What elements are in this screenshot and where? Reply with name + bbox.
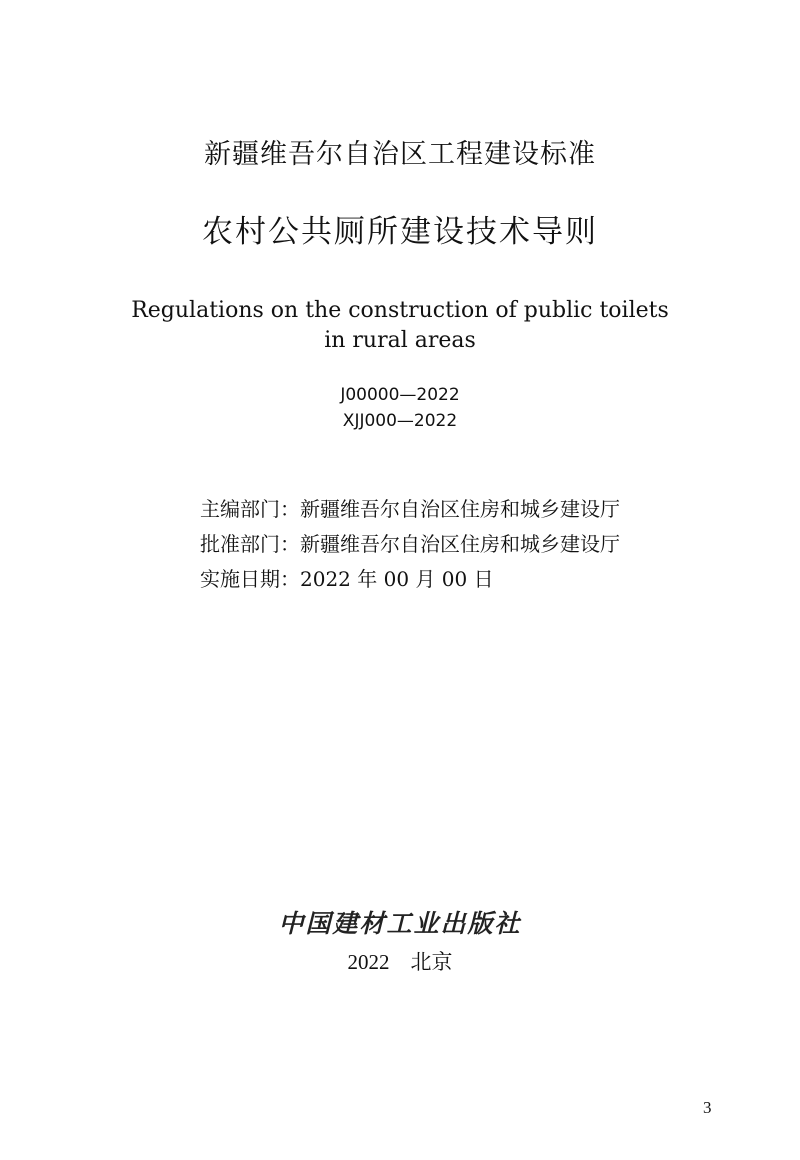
document-title-cn: 农村公共厕所建设技术导则 (202, 214, 598, 250)
title-en-line-1: Regulations on the construction of public toilets (131, 298, 669, 323)
meta-label: 实施日期： (200, 567, 300, 591)
meta-label: 批准部门： (200, 532, 300, 556)
standard-series-title: 新疆维吾尔自治区工程建设标准 (204, 139, 596, 170)
page-number: 3 (703, 1098, 712, 1117)
meta-value: 2022 年 00 月 00 日 (300, 567, 494, 591)
local-code: XJJ000—2022 (342, 411, 458, 431)
meta-value: 新疆维吾尔自治区住房和城乡建设厅 (300, 532, 620, 556)
approving-dept (200, 528, 620, 557)
meta-value: 新疆维吾尔自治区住房和城乡建设厅 (300, 497, 620, 521)
title-en-line-2: in rural areas (324, 328, 476, 353)
document-title-en (0, 296, 800, 356)
effective-date (200, 563, 494, 592)
chief-editor-dept (200, 493, 620, 522)
publish-year-place: 2022 北京 (347, 950, 453, 974)
meta-label: 主编部门： (200, 497, 300, 521)
national-code: J00000—2022 (340, 385, 460, 405)
publisher-logo: 中国建材工业出版社 (278, 909, 522, 938)
